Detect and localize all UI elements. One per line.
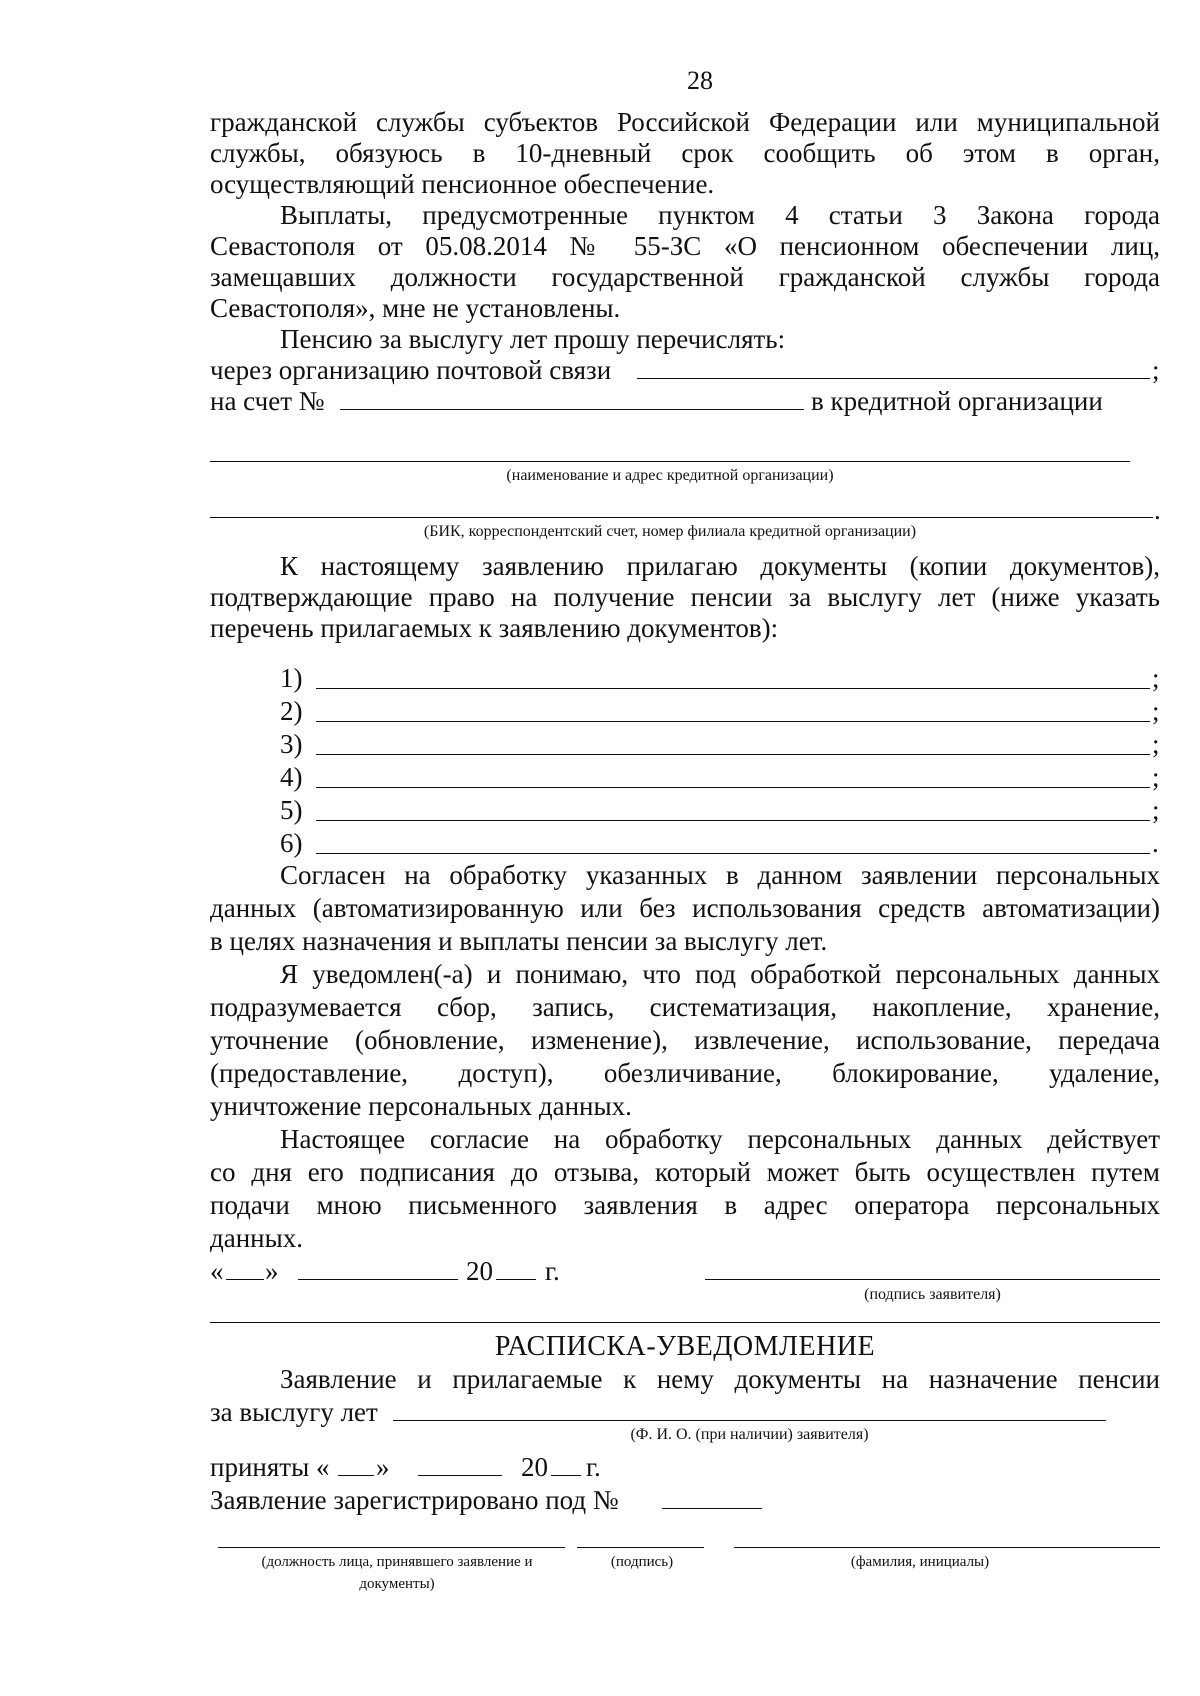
account-blank[interactable]	[340, 409, 804, 410]
position-caption-line-1: (должность лица, принявшего заявление и	[261, 1554, 533, 1570]
applicant-signature-blank[interactable]	[705, 1279, 1160, 1280]
account-suffix: в кредитной организации	[811, 386, 1103, 416]
continuation-line-2: службы, обязуюсь в 10-дневный срок сообщить об этом в орган,	[210, 138, 1160, 168]
notice-line-3: уточнение (обновление, изменение), извлечение, использование, передача	[210, 1025, 1160, 1055]
document-item-3-end: ;	[1152, 729, 1160, 759]
validity-line-2: со дня его подписания до отзыва, который может быть осуществлен путем	[210, 1157, 1160, 1187]
attachments-line-1: К настоящему заявлению прилагаю документы (копии документов),	[280, 551, 1160, 581]
date-month-blank[interactable]	[298, 1279, 458, 1280]
accepted-day-blank[interactable]	[338, 1475, 374, 1476]
consent-line-1: Согласен на обработку указанных в данном заявлении персональных	[280, 860, 1160, 890]
account-label: на счет №	[210, 386, 325, 416]
date-quote-open: «	[210, 1256, 224, 1286]
document-item-4-num: 4)	[280, 762, 303, 792]
attachments-line-2: подтверждающие право на получение пенсии за выслугу лет (ниже указать	[210, 582, 1160, 612]
bik-blank[interactable]	[210, 517, 1153, 518]
applicant-fio-caption: (Ф. И. О. (при наличии) заявителя)	[630, 1426, 869, 1443]
notice-line-4: (предоставление, доступ), обезличивание, блокирование, удаление,	[210, 1058, 1160, 1088]
bank-name-blank[interactable]	[210, 461, 1130, 462]
payments-line-1: Выплаты, предусмотренные пунктом 4 статьи 3 Закона города	[280, 200, 1160, 230]
continuation-line-3: осуществляющий пенсионное обеспечение.	[210, 169, 715, 199]
document-item-3-num: 3)	[280, 729, 303, 759]
receipt-line-1: Заявление и прилагаемые к нему документы на назначение пенсии	[280, 1364, 1160, 1394]
applicant-fio-blank[interactable]	[393, 1420, 1106, 1421]
accepted-label: приняты «	[210, 1452, 330, 1482]
bank-caption: (наименование и адрес кредитной организации)	[506, 467, 834, 484]
document-item-3-blank[interactable]	[316, 754, 1150, 755]
date-day-blank[interactable]	[226, 1279, 264, 1280]
bik-end: .	[1154, 495, 1161, 525]
document-item-2-num: 2)	[280, 696, 303, 726]
registered-label: Заявление зарегистрировано под №	[210, 1485, 619, 1515]
official-name-blank[interactable]	[734, 1547, 1160, 1548]
accepted-month-blank[interactable]	[418, 1475, 502, 1476]
document-item-4-end: ;	[1152, 762, 1160, 792]
page-number: 28	[687, 66, 713, 95]
document-item-4-blank[interactable]	[316, 787, 1150, 788]
payments-line-4: Севастополя», мне не установлены.	[210, 293, 621, 323]
accepted-year-blank[interactable]	[551, 1475, 581, 1476]
applicant-signature-caption: (подпись заявителя)	[864, 1286, 1001, 1303]
document-item-5-end: ;	[1152, 795, 1160, 825]
attachments-line-3: перечень прилагаемых к заявлению документов):	[210, 613, 779, 643]
document-item-2-end: ;	[1152, 696, 1160, 726]
transfer-intro: Пенсию за выслугу лет прошу перечислять:	[280, 324, 786, 354]
document-item-6-end: .	[1152, 828, 1159, 858]
date-year-suffix: г.	[545, 1256, 560, 1286]
section-divider	[210, 1322, 1160, 1323]
continuation-line-1: гражданской службы субъектов Российской Федерации или муниципальной	[210, 107, 1160, 137]
validity-line-4: данных.	[210, 1223, 304, 1253]
official-signature-blank[interactable]	[577, 1547, 704, 1548]
consent-line-3: в целях назначения и выплаты пенсии за выслугу лет.	[210, 926, 828, 956]
receipt-line-2-label: за выслугу лет	[210, 1397, 378, 1427]
notice-line-5: уничтожение персональных данных.	[210, 1091, 632, 1121]
payments-line-2: Севастополя от 05.08.2014 № 55-ЗС «О пенсионном обеспечении лиц,	[210, 231, 1160, 261]
position-caption-line-2: документы)	[359, 1576, 435, 1592]
accepted-year-prefix: 20	[521, 1452, 548, 1482]
document-item-1-end: ;	[1152, 663, 1160, 693]
notice-line-2: подразумевается сбор, запись, систематизация, накопление, хранение,	[210, 992, 1160, 1022]
document-item-6-num: 6)	[280, 828, 303, 858]
postal-blank[interactable]	[637, 378, 1150, 379]
official-position-blank[interactable]	[218, 1547, 565, 1548]
document-item-1-blank[interactable]	[316, 688, 1150, 689]
document-item-5-num: 5)	[280, 795, 303, 825]
date-year-blank[interactable]	[496, 1279, 536, 1280]
accepted-quote-close: »	[376, 1452, 390, 1482]
validity-line-1: Настоящее согласие на обработку персональных данных действует	[280, 1124, 1160, 1154]
official-signature-caption: (подпись)	[610, 1554, 674, 1570]
document-item-5-blank[interactable]	[316, 820, 1150, 821]
postal-label: через организацию почтовой связи	[210, 355, 612, 385]
payments-line-3: замещавших должности государственной гражданской службы города	[210, 262, 1160, 292]
accepted-year-suffix: г.	[586, 1452, 601, 1482]
official-name-caption: (фамилия, инициалы)	[850, 1554, 990, 1570]
validity-line-3: подачи мною письменного заявления в адрес оператора персональных	[210, 1190, 1160, 1220]
notice-line-1: Я уведомлен(-а) и понимаю, что под обработкой персональных данных	[280, 959, 1160, 989]
document-item-2-blank[interactable]	[316, 721, 1150, 722]
document-item-1-num: 1)	[280, 663, 303, 693]
receipt-title: РАСПИСКА-УВЕДОМЛЕНИЕ	[494, 1331, 876, 1362]
postal-line	[210, 353, 1160, 387]
date-year-prefix: 20	[466, 1256, 493, 1286]
document-item-6-blank[interactable]	[316, 853, 1150, 854]
consent-line-2: данных (автоматизированную или без использования средств автоматизации)	[210, 893, 1160, 923]
registration-number-blank[interactable]	[662, 1508, 762, 1509]
bik-caption: (БИК, корреспондентский счет, номер филиала кредитной организации)	[423, 523, 917, 540]
receipt-line-2	[210, 1395, 1160, 1429]
postal-end: ;	[1152, 355, 1160, 385]
date-quote-close: »	[265, 1256, 279, 1286]
